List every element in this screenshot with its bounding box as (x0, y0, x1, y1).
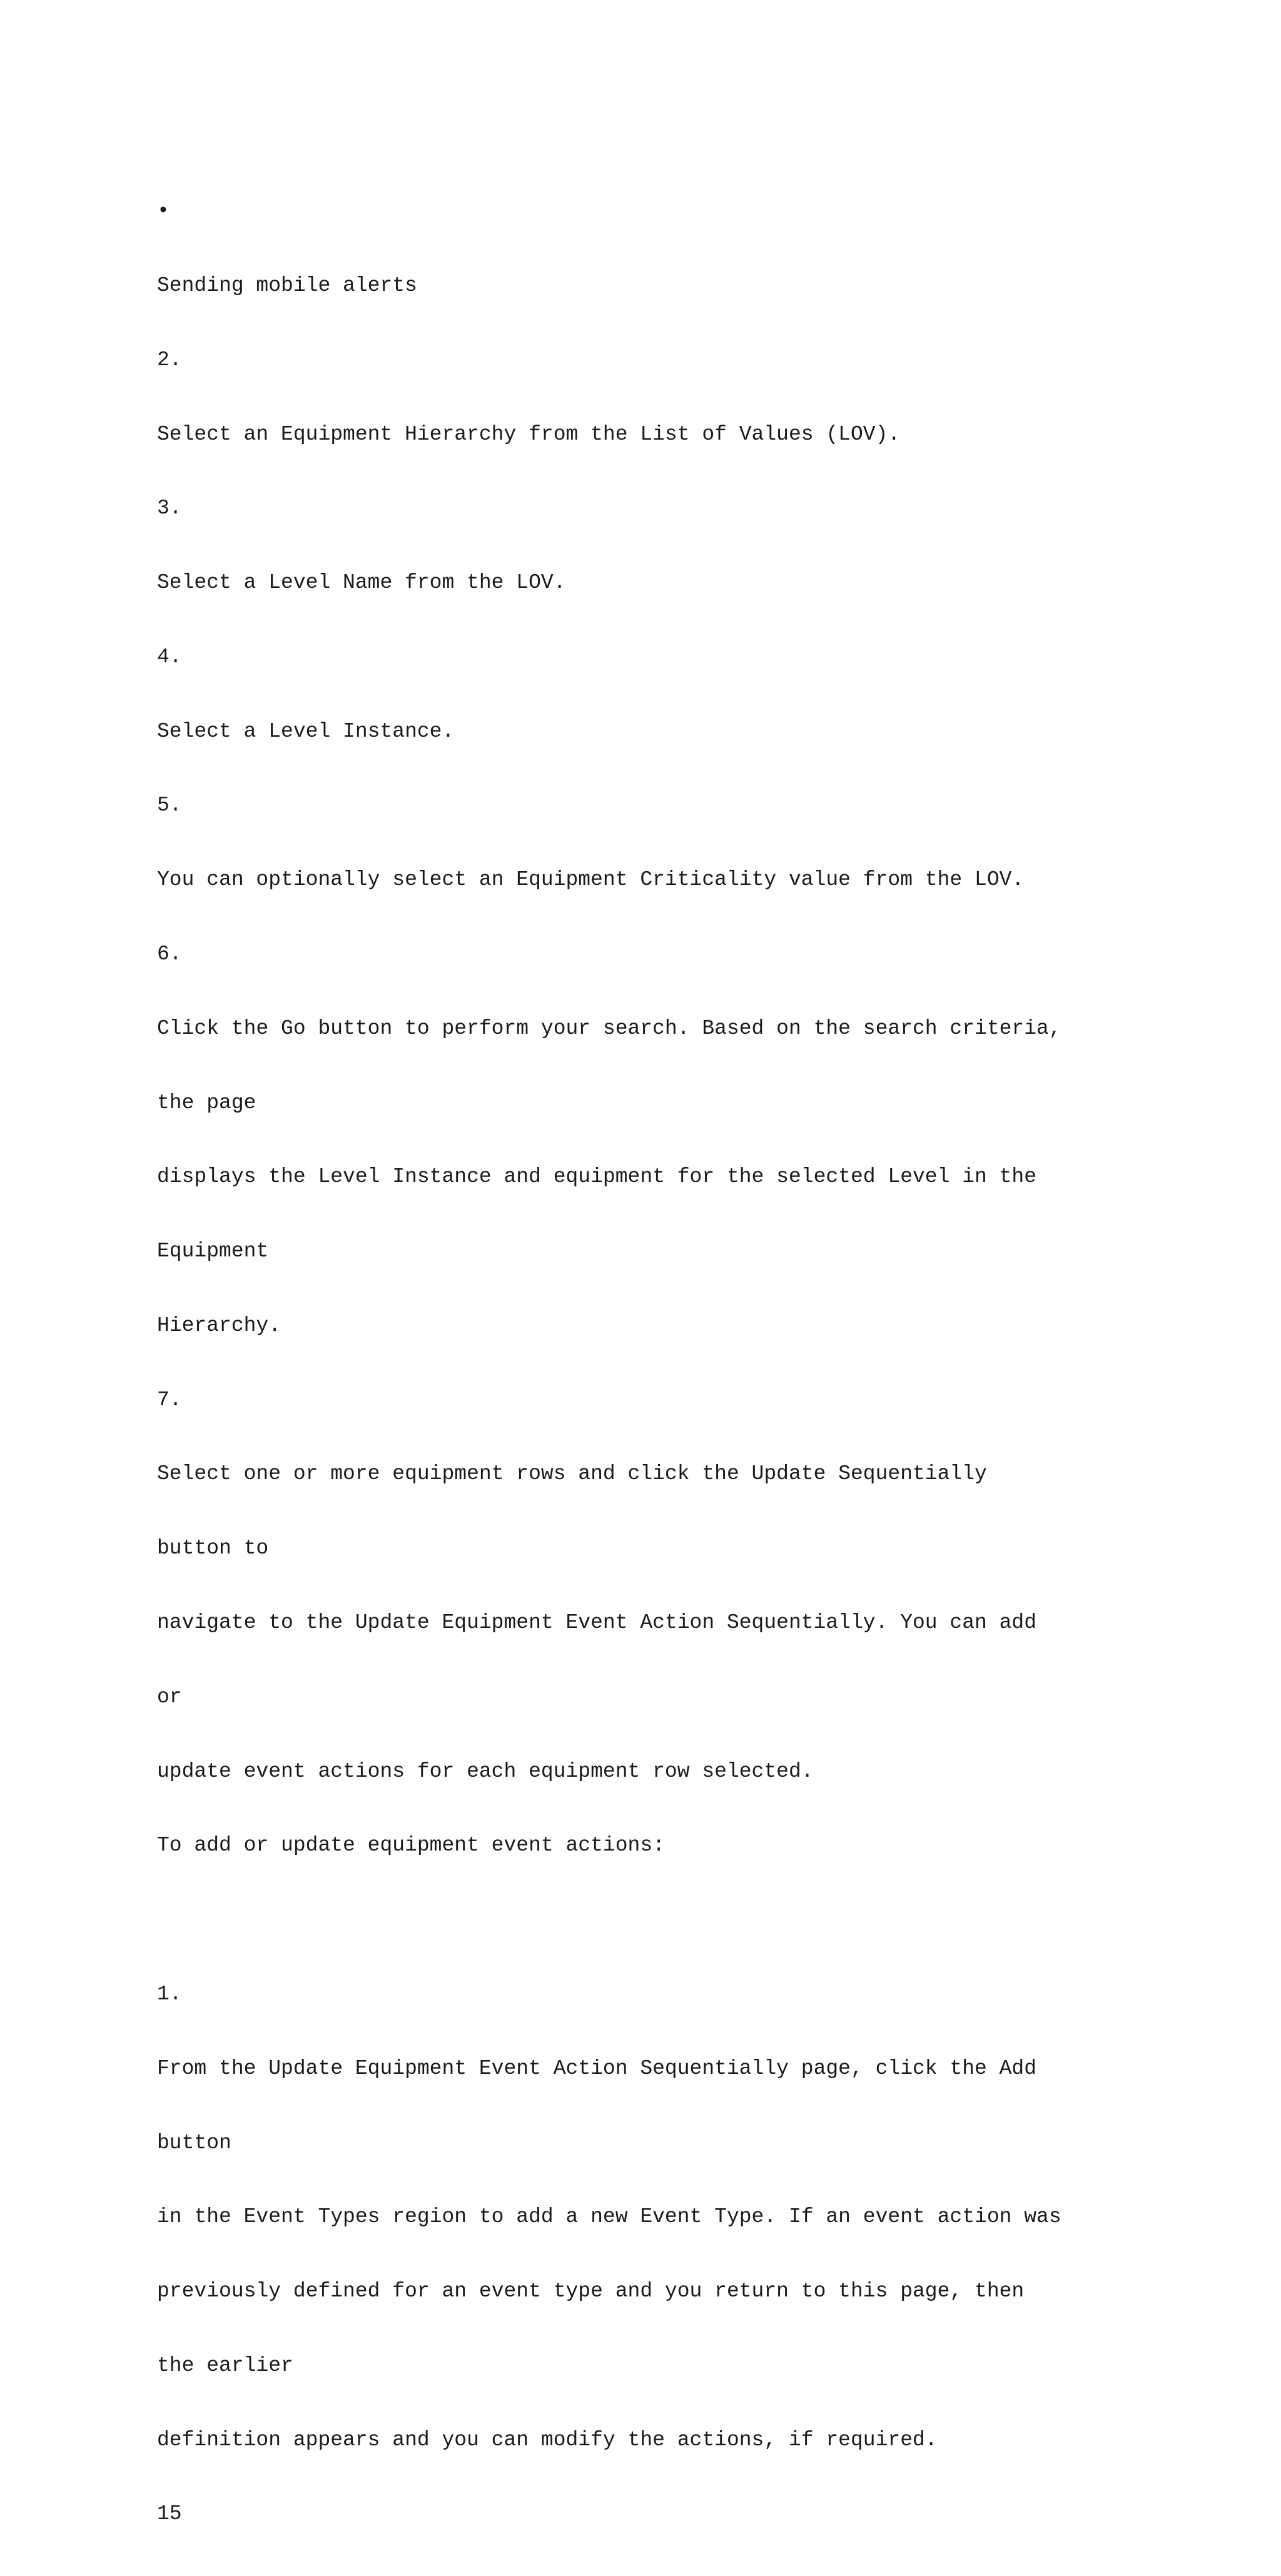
text-line: previously defined for an event type and you return to this page, then (157, 2280, 1025, 2303)
bullet-marker: • (157, 200, 170, 223)
text-line: update event actions for each equipment row selected. (157, 1759, 814, 1783)
text-line: or (157, 1685, 182, 1709)
step-number: 3. (157, 497, 182, 520)
step-number: 1. (157, 1982, 182, 2006)
text-line: Hierarchy. (157, 1313, 281, 1337)
step-number: 6. (157, 942, 182, 966)
text-line: the page (157, 1091, 256, 1114)
text-line: Select a Level Instance. (157, 719, 455, 743)
step-number: 2. (157, 348, 182, 371)
text-line: Click the Go button to perform your search. Based on the search criteria, (157, 1016, 1061, 1040)
step-number: 5. (157, 794, 182, 817)
text-line: the earlier (157, 2353, 293, 2377)
text-line: Select a Level Name from the LOV. (157, 571, 566, 595)
text-line: Select an Equipment Hierarchy from the List of Values (LOV). (157, 422, 901, 446)
document-body (157, 149, 1183, 2576)
text-line: From the Update Equipment Event Action Sequentially page, click the Add (157, 2056, 1037, 2080)
page-number: 15 (157, 2502, 182, 2526)
blank-line (157, 1907, 1183, 1932)
text-line: button (157, 2131, 231, 2154)
step-number: 4. (157, 645, 182, 669)
step-number: 7. (157, 1388, 182, 1412)
text-line: Equipment (157, 1240, 269, 1263)
text-line: navigate to the Update Equipment Event Action Sequentially. You can add (157, 1611, 1037, 1635)
text-line: in the Event Types region to add a new Event Type. If an event action was (157, 2205, 1061, 2229)
text-line: button to (157, 1537, 269, 1560)
text-line: Sending mobile alerts (157, 273, 417, 297)
text-line: You can optionally select an Equipment Criticality value from the LOV. (157, 868, 1025, 892)
text-line: Select one or more equipment rows and click the Update Sequentially (157, 1462, 987, 1486)
text-line: definition appears and you can modify the actions, if required. (157, 2428, 938, 2452)
text-line: To add or update equipment event actions: (157, 1834, 665, 1857)
text-line: displays the Level Instance and equipment for the selected Level in the (157, 1165, 1037, 1189)
